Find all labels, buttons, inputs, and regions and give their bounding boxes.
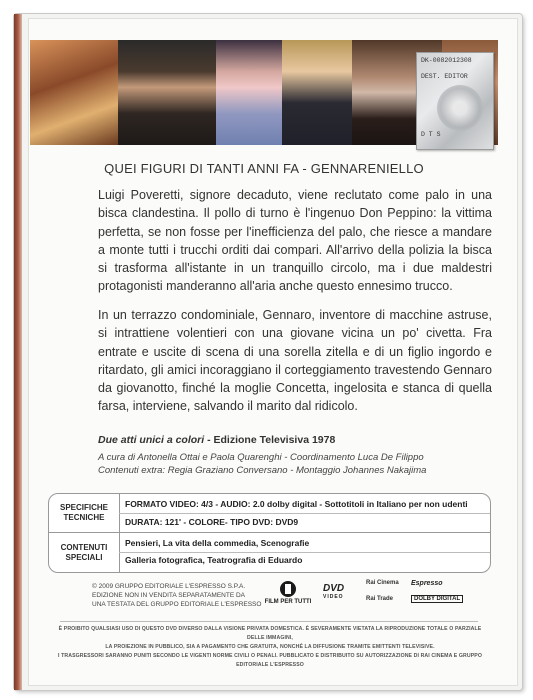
spec-contents-1: Pensieri, La vita della commedia, Scenografie [125, 538, 310, 548]
curated-by: A cura di Antonella Ottai e Paola Quarenghi - Coordinamento Luca De Filippo [98, 452, 424, 463]
extras-credits: Contenuti extra: Regia Graziano Conversano - Montaggio Johannes Nakajima [98, 465, 427, 476]
rai-cinema-logo: Rai Cinema [366, 580, 399, 586]
dvd-video-logo [323, 583, 344, 600]
specs-row-contents [49, 532, 490, 573]
film-per-tutti-logo [259, 581, 317, 605]
sticker-dts: D T S [421, 131, 441, 138]
specs-table [48, 493, 491, 573]
case-spine [14, 14, 22, 690]
edition-year: - Edizione Televisiva 1978 [204, 434, 336, 446]
specs-label-technical [49, 494, 120, 532]
edition-format: Due atti unici a colori [98, 434, 205, 446]
hologram-seal [437, 85, 483, 131]
synopsis-paragraph-2: In un terrazzo condominiale, Gennaro, inventore di macchine astruse, si intrattiene volentieri con una giovane vicina un po' civetta. Fra entrate e uscite di scena di una sorella zitella e di un figlio ingordo e ritardato, gli amici incoraggiano il corteggiamento travestendo Gennaro da giovanotto, finché la moglie Concetta, ingelosita e stanca di quella farsa, interviene, salvando il marito dal ridicolo. [98, 308, 492, 414]
credits-block [98, 451, 498, 477]
label-line: SPECIALI [65, 553, 103, 562]
rai-trade-logo: Rai Trade [366, 596, 394, 602]
photo-frame [282, 40, 352, 145]
photo-frame [118, 40, 216, 145]
copyright-line: UNA TESTATA DEL GRUPPO EDITORIALE L'ESPRESSO [92, 601, 262, 608]
divider [60, 621, 478, 622]
synopsis-paragraph-1: Luigi Poveretti, signore decaduto, viene reclutato come palo in una bisca clandestina. Il pollo di turno è l'ingenuo Don Peppino: la vittima perfetta, se non fosse per l'inefficienza del palo, che riesce a mandare a monte tutti i trucchi orditi dai compari. All'arrivo della polizia la bisca si trasforma all'istante in un tranquillo circolo, ma i due maldestri protagonisti manderanno all'aria anche questo ennesimo trucco. [98, 188, 492, 294]
logo-text: DVD [323, 583, 345, 594]
film-per-tutti-icon [280, 581, 296, 597]
sticker-code: DK-0082012308 [421, 57, 472, 64]
logo-text: FILM PER TUTTI [264, 599, 312, 605]
spec-contents-2: Galleria fotografica, Teatrografia di Eduardo [125, 555, 303, 565]
legal-line: LA PROIEZIONE IN PUBBLICO, SIA A PAGAMENTO CHE GRATUITA, NONCHÉ LA DIFFUSIONE TRAMITE EMITTENTI TELEVISIVE. [105, 644, 435, 650]
specs-label-contents [49, 533, 120, 573]
logo-subtext: VIDEO [323, 594, 344, 600]
page-title: QUEI FIGURI DI TANTI ANNI FA - GENNARENIELLO [104, 161, 424, 176]
copyright-line: EDIZIONE NON IN VENDITA SEPARATAMENTE DA [92, 592, 246, 599]
label-line: SPECIFICHE [59, 503, 108, 512]
copyright-block [92, 582, 261, 609]
photo-frame [30, 40, 118, 145]
edition-line [98, 434, 335, 446]
label-line: CONTENUTI [60, 543, 108, 552]
publisher-logo: Espresso [411, 580, 443, 587]
specs-row-technical [49, 494, 490, 532]
copyright-line: © 2009 GRUPPO EDITORIALE L'ESPRESSO S.P.A. [92, 583, 246, 590]
spec-duration: DURATA: 121' - COLORE- TIPO DVD: DVD9 [125, 517, 299, 527]
sticker-dest: DEST. EDITOR [421, 73, 468, 80]
dolby-digital-logo: DOLBY DIGITAL [411, 595, 463, 603]
divider [119, 552, 490, 553]
photo-frame [216, 40, 282, 145]
label-line: TECNICHE [63, 513, 105, 522]
divider [119, 513, 490, 514]
legal-line: I TRASGRESSORI SARANNO PUNITI SECONDO LE VIGENTI NORME CIVILI O PENALI. PUBBLICATO E DISTRIBUITO SU AUTORIZZAZIONE DI RAI CINEMA E GRUPPO EDITORIALE L'ESPRESSO [58, 653, 482, 668]
legal-notice [50, 625, 490, 670]
spec-format: FORMATO VIDEO: 4/3 - AUDIO: 2.0 dolby digital - Sottotitoli in Italiano per non udenti [125, 499, 468, 509]
legal-line: È PROIBITO QUALSIASI USO DI QUESTO DVD DIVERSO DALLA VISIONE PRIVATA DOMESTICA. È SEVERAMENTE VIETATA LA RIPRODUZIONE TOTALE O PARZIALE DELLE IMMAGINI, [58, 626, 482, 641]
hologram-sticker [416, 52, 494, 150]
